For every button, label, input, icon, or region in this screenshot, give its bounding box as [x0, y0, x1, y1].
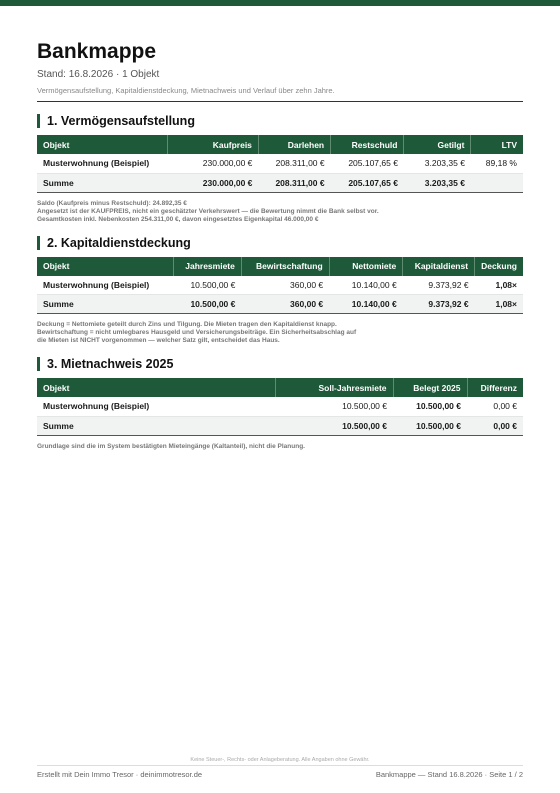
column-header: Kaufpreis: [168, 135, 258, 154]
page-footer: [37, 757, 523, 779]
table-cell: 10.140,00 €: [329, 276, 403, 295]
table-cell: [471, 173, 523, 192]
table-cell: Summe: [37, 416, 275, 435]
note-line: die Mieten ist NICHT vorgenommen — welcher Satz gilt, entscheidet das Haus.: [37, 337, 280, 344]
debt-service-table: [37, 257, 523, 315]
footer-disclaimer: Keine Steuer-, Rechts- oder Anlageberatung. Alle Angaben ohne Gewähr.: [190, 757, 370, 763]
note-line: Saldo (Kaufpreis minus Restschuld): 24.892,35 €: [37, 199, 187, 207]
column-header: Kapitaldienst: [403, 257, 475, 276]
table-cell: 10.500,00 €: [174, 295, 242, 314]
rent-proof-table: [37, 378, 523, 436]
note-line: Bewirtschaftung = nicht umlegbares Hausgeld und Versicherungsbeiträge. Ein Sicherheitsabschlag auf: [37, 329, 357, 336]
page-title: Bankmappe: [37, 40, 157, 63]
column-header: Bewirtschaftung: [241, 257, 329, 276]
footer-left: Erstellt mit Dein Immo Tresor · deinimmotresor.de: [37, 770, 203, 779]
column-header: LTV: [471, 135, 523, 154]
section-note: [37, 443, 523, 451]
section-note: [37, 200, 523, 224]
table-cell: 230.000,00 €: [168, 173, 258, 192]
table-cell: 10.500,00 €: [393, 397, 467, 416]
table-cell: 89,18 %: [471, 154, 523, 173]
table-cell: 10.500,00 €: [275, 397, 393, 416]
table-cell: Musterwohnung (Beispiel): [37, 154, 168, 173]
table-cell: 360,00 €: [241, 295, 329, 314]
column-header: Differenz: [467, 378, 523, 397]
footer-divider: [37, 765, 523, 766]
table-cell: 205.107,65 €: [331, 154, 404, 173]
table-cell: Musterwohnung (Beispiel): [37, 397, 275, 416]
section-mietnachweis: [37, 357, 523, 451]
table-cell: 1,08×: [475, 295, 523, 314]
table-cell: Musterwohnung (Beispiel): [37, 276, 174, 295]
assets-table: [37, 135, 523, 193]
note-line: Angesetzt ist der KAUFPREIS, nicht ein geschätzter Verkehrswert — die Bewertung nimmt die Bank selbst vor.: [37, 207, 379, 215]
section-note: [37, 321, 523, 345]
table-cell: 10.140,00 €: [329, 295, 403, 314]
section-title-text: 3. Mietnachweis 2025: [47, 357, 174, 371]
section-vermoegensaufstellung: [37, 114, 523, 224]
table-header-row: [37, 135, 523, 154]
table-header-row: [37, 378, 523, 397]
document-page: [37, 40, 523, 451]
table-row: [37, 154, 523, 173]
column-header: Deckung: [475, 257, 523, 276]
column-header: Soll-Jahresmiete: [275, 378, 393, 397]
section-heading: [37, 114, 523, 128]
table-cell: 208.311,00 €: [258, 154, 330, 173]
section-marker: [37, 236, 40, 250]
table-cell: Summe: [37, 295, 174, 314]
page-subtitle: Stand: 16.8.2026 · 1 Objekt: [37, 69, 160, 80]
column-header: Objekt: [37, 257, 174, 276]
note-line: Deckung = Nettomiete geteilt durch Zins und Tilgung. Die Mieten tragen den Kapitaldienst knapp.: [37, 321, 337, 328]
column-header: Getilgt: [404, 135, 471, 154]
table-cell: 9.373,92 €: [403, 295, 475, 314]
table-cell: 3.203,35 €: [404, 173, 471, 192]
header-divider: [37, 101, 523, 102]
table-cell: 3.203,35 €: [404, 154, 471, 173]
section-marker: [37, 114, 40, 128]
table-sum-row: [37, 295, 523, 314]
table-cell: 230.000,00 €: [168, 154, 258, 173]
table-cell: 208.311,00 €: [258, 173, 330, 192]
footer-right: Bankmappe — Stand 16.8.2026 · Seite 1 / 2: [375, 770, 523, 779]
section-heading: [37, 357, 523, 371]
table-cell: 10.500,00 €: [174, 276, 242, 295]
table-cell: 10.500,00 €: [275, 416, 393, 435]
column-header: Restschuld: [331, 135, 404, 154]
table-cell: Summe: [37, 173, 168, 192]
section-title-text: 1. Vermögensaufstellung: [47, 114, 195, 128]
top-accent-bar: [0, 0, 560, 6]
table-cell: 360,00 €: [241, 276, 329, 295]
table-cell: 0,00 €: [467, 416, 523, 435]
column-header: Objekt: [37, 135, 168, 154]
table-sum-row: [37, 173, 523, 192]
table-cell: 10.500,00 €: [393, 416, 467, 435]
section-title-text: 2. Kapitaldienstdeckung: [47, 235, 191, 250]
section-kapitaldienstdeckung: [37, 236, 523, 346]
note-line: Grundlage sind die im System bestätigten Mieteingänge (Kaltanteil), nicht die Planung.: [37, 442, 305, 450]
column-header: Jahresmiete: [174, 257, 242, 276]
table-cell: 0,00 €: [467, 397, 523, 416]
section-heading: [37, 236, 523, 250]
footer-row: [37, 770, 523, 779]
column-header: Belegt 2025: [393, 378, 467, 397]
section-marker: [37, 357, 40, 371]
table-header-row: [37, 257, 523, 276]
column-header: Objekt: [37, 378, 275, 397]
table-row: [37, 276, 523, 295]
table-cell: 9.373,92 €: [403, 276, 475, 295]
table-cell: 205.107,65 €: [331, 173, 404, 192]
table-cell: 1,08×: [475, 276, 523, 295]
column-header: Nettomiete: [329, 257, 403, 276]
note-line: Gesamtkosten inkl. Nebenkosten 254.311,00 €, davon eingesetztes Eigenkapital 46.000,00 €: [37, 215, 319, 223]
column-header: Darlehen: [258, 135, 330, 154]
table-sum-row: [37, 416, 523, 435]
page-description: Vermögensaufstellung, Kapitaldienstdeckung, Mietnachweis und Verlauf über zehn Jahre.: [37, 86, 335, 95]
table-row: [37, 397, 523, 416]
